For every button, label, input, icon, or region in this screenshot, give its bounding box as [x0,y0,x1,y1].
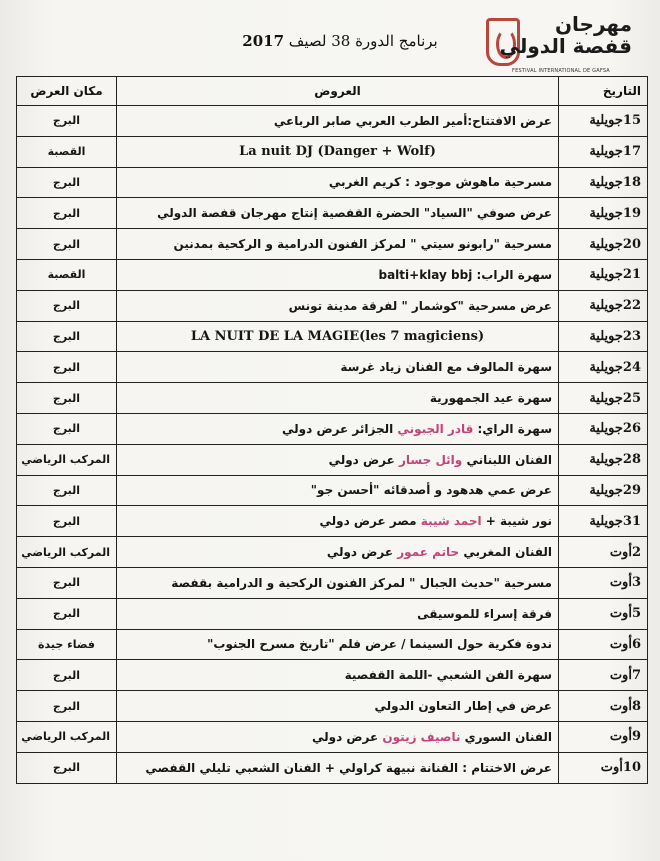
table-row [17,352,648,383]
row-show: عرض الافتتاح:أمير الطرب العربي صابر الرباعي [117,106,559,137]
table-row [17,598,648,629]
table-row [17,167,648,198]
table-row [17,506,648,537]
table-row [17,136,648,167]
table-row [17,537,648,568]
row-date: 17جويلية [559,136,648,167]
table-row [17,106,648,137]
row-show: عرض عمي هدهود و أصدقائه "أحسن جو" [117,475,559,506]
row-date: 8أوت [559,691,648,722]
row-show-artist: ناصيف زيتون [382,729,461,744]
row-show: فرقة إسراء للموسيقى [117,598,559,629]
row-show-artist: احمد شيبة [420,514,482,529]
row-venue: البرج [17,167,117,198]
row-venue: البرج [17,506,117,537]
logo-subtitle: FESTIVAL INTERNATIONAL DE GAFSA [512,68,610,74]
table-row [17,444,648,475]
row-venue: القصبة [17,136,117,167]
row-show [117,537,559,568]
row-date: 21جويلية [559,259,648,290]
row-show [117,506,559,537]
row-show: عرض الاختتام : الفنانة نبيهة كراولي + الفنان الشعبي تليلي القفصي [117,752,559,783]
row-show: عرض صوفي "السياد" الحضرة القفصية إنتاج مهرجان قفصة الدولي [117,198,559,229]
row-show-text: نور شيبة + [481,514,552,529]
row-date: 18جويلية [559,167,648,198]
page-title [190,32,490,50]
row-date: 29جويلية [559,475,648,506]
row-show: LA NUIT DE LA MAGIE(les 7 magiciens) [117,321,559,352]
row-venue: البرج [17,567,117,598]
row-date: 20جويلية [559,229,648,260]
row-venue: البرج [17,413,117,444]
row-show: La nuit DJ (Danger + Wolf) [117,136,559,167]
row-venue: البرج [17,752,117,783]
row-show-artist: حاتم عمور [397,545,460,560]
row-venue: البرج [17,383,117,414]
table-row [17,721,648,752]
row-show: عرض في إطار التعاون الدولي [117,691,559,722]
row-date: 9أوت [559,721,648,752]
program-table-body [17,106,648,784]
row-date: 5أوت [559,598,648,629]
page-title-text: برنامج الدورة 38 لصيف [284,32,438,50]
row-date: 22جويلية [559,290,648,321]
row-venue: البرج [17,660,117,691]
program-table [16,76,648,784]
column-header-place: مكان العرض [17,77,117,106]
row-show-text: الجزائر عرض دولي [282,421,398,436]
row-venue: المركب الرياضي [17,444,117,475]
row-date: 28جويلية [559,444,648,475]
festival-logo [486,14,636,78]
row-show: عرض مسرحية "كوشمار " لفرقة مدينة تونس [117,290,559,321]
row-date: 26جويلية [559,413,648,444]
row-show-text: الفنان المغربي [459,545,552,560]
row-show: سهرة الفن الشعبي -اللمة القفصية [117,660,559,691]
row-show: مسرحية "رابونو سيتي " لمركز الفنون الدرامية و الركحية بمدنين [117,229,559,260]
row-date: 10أوت [559,752,648,783]
row-venue: البرج [17,598,117,629]
row-show-text: الفنان السوري [460,729,552,744]
row-venue: المركب الرياضي [17,721,117,752]
row-show [117,721,559,752]
row-venue: البرج [17,321,117,352]
row-venue: المركب الرياضي [17,537,117,568]
row-show-artist: قادر الجبوني [397,421,474,436]
row-show-text: عرض دولي [311,729,383,744]
table-header-row [17,77,648,106]
logo-line-2: قفصة الدولي [499,34,632,58]
row-show: سهرة المالوف مع الفنان زياد غرسة [117,352,559,383]
row-show: سهرة عيد الجمهورية [117,383,559,414]
table-row [17,321,648,352]
row-show-artist: وائل جسار [399,452,463,467]
table-row [17,475,648,506]
column-header-date: التاريخ [559,77,648,106]
row-venue: فضاء جيدة [17,629,117,660]
row-venue: البرج [17,352,117,383]
row-venue: البرج [17,691,117,722]
table-row [17,259,648,290]
row-date: 25جويلية [559,383,648,414]
row-venue: البرج [17,290,117,321]
row-date: 7أوت [559,660,648,691]
row-venue: القصبة [17,259,117,290]
table-row [17,567,648,598]
table-row [17,229,648,260]
row-venue: البرج [17,475,117,506]
row-date: 3أوت [559,567,648,598]
row-show: ندوة فكرية حول السينما / عرض فلم "تاريخ مسرح الجنوب" [117,629,559,660]
row-date: 31جويلية [559,506,648,537]
column-header-show: العروض [117,77,559,106]
row-show-text: سهرة الراي: [473,421,552,436]
row-show-text: عرض دولي [326,545,398,560]
row-show-text: مصر عرض دولي [319,514,421,529]
row-date: 6أوت [559,629,648,660]
row-date: 19جويلية [559,198,648,229]
row-date: 24جويلية [559,352,648,383]
table-row [17,413,648,444]
table-row [17,198,648,229]
row-show: مسرحية ماهوش موجود : كريم الغربي [117,167,559,198]
row-date: 23جويلية [559,321,648,352]
row-show-text: عرض دولي [328,452,400,467]
table-row [17,691,648,722]
table-row [17,290,648,321]
table-row [17,383,648,414]
table-row [17,660,648,691]
row-venue: البرج [17,229,117,260]
table-row [17,752,648,783]
row-show: سهرة الراب: balti+klay bbj [117,259,559,290]
row-venue: البرج [17,198,117,229]
row-date: 2أوت [559,537,648,568]
row-show [117,444,559,475]
row-show-text: الفنان اللبناني [462,452,552,467]
row-show [117,413,559,444]
row-venue: البرج [17,106,117,137]
table-row [17,629,648,660]
row-show: مسرحية "حديث الجبال " لمركز الفنون الركحية و الدرامية بقفصة [117,567,559,598]
logo-line-1: مهرجان [554,12,632,36]
row-date: 15جويلية [559,106,648,137]
page-title-year: 2017 [242,32,285,50]
